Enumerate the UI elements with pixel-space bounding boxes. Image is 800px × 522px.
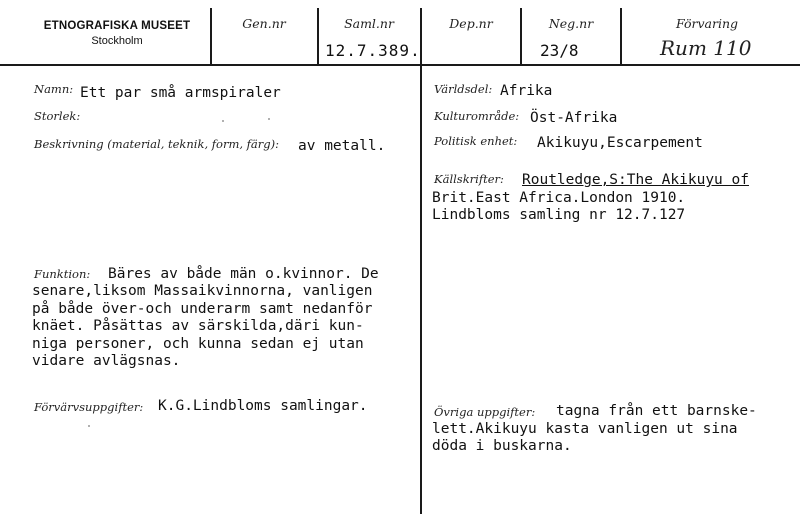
storlek-label: Storlek:: [34, 109, 81, 123]
museum-city: Stockholm: [91, 35, 143, 47]
header-bottom-rule: [0, 64, 800, 66]
saml-nr-value: 12.7.389.: [325, 41, 421, 60]
forvarv-label: Förvärvsuppgifter:: [34, 400, 144, 414]
forvaring-value: Rum 110: [660, 36, 752, 60]
funktion-line-5: niga personer, och kunna sedan ej utan: [32, 335, 364, 352]
body-center-divider: [420, 64, 422, 514]
funktion-line-2: senare,liksom Massaikvinnorna, vanligen: [32, 283, 373, 299]
varldsdel-value: Afrika: [500, 83, 553, 99]
funktion-label: Funktion:: [34, 267, 91, 281]
forvarv-value: K.G.Lindbloms samlingar.: [158, 398, 368, 414]
gen-nr-label: Gen.nr: [242, 16, 286, 31]
politisk-label: Politisk enhet:: [434, 134, 518, 148]
museum-name: ETNOGRAFISKA MUSEET: [43, 20, 191, 32]
namn-value: Ett par små armspiraler: [80, 85, 281, 101]
kulturomrade-value: Öst-Afrika: [530, 110, 618, 126]
forvaring-label: Förvaring: [675, 16, 739, 31]
paper-speck: [88, 425, 90, 427]
funktion-line-4: knäet. Påsättas av särskilda,däri kun-: [32, 318, 364, 334]
ovriga-line-3: döda i buskarna.: [432, 438, 572, 454]
kallskrifter-label: Källskrifter:: [434, 172, 504, 186]
dep-nr-label: Dep.nr: [449, 16, 493, 31]
funktion-line-6: vidare avlägsnas.: [32, 353, 181, 369]
paper-speck: [222, 120, 224, 122]
politisk-value: Akikuyu,Escarpement: [537, 135, 703, 151]
beskrivning-value: av metall.: [298, 138, 386, 154]
kallskrifter-line-1: Routledge,S:The Akikuyu of: [522, 172, 749, 188]
kallskrifter-line-2: Brit.East Africa.London 1910.: [432, 189, 686, 206]
ovriga-line-1: tagna från ett barnske-: [556, 403, 757, 419]
kulturomrade-label: Kulturområde:: [434, 109, 520, 123]
neg-nr-value: 23/8: [540, 41, 579, 60]
museum-block: [22, 20, 212, 47]
saml-nr-label: Saml.nr: [344, 16, 394, 31]
ovriga-label: Övriga uppgifter:: [434, 405, 536, 419]
funktion-line-1: Bäres av både män o.kvinnor. De: [108, 266, 379, 282]
paper-speck: [268, 118, 270, 120]
beskrivning-label: Beskrivning (material, teknik, form, färg):: [34, 137, 279, 151]
neg-nr-label: Neg.nr: [548, 16, 594, 31]
funktion-line-3: på både över-och underarm samt nedanför: [32, 300, 373, 317]
kallskrifter-line-3: Lindbloms samling nr 12.7.127: [432, 207, 686, 223]
ovriga-line-2: lett.Akikuyu kasta vanligen ut sina: [432, 420, 738, 437]
varldsdel-label: Världsdel:: [434, 82, 493, 96]
namn-label: Namn:: [34, 82, 74, 96]
